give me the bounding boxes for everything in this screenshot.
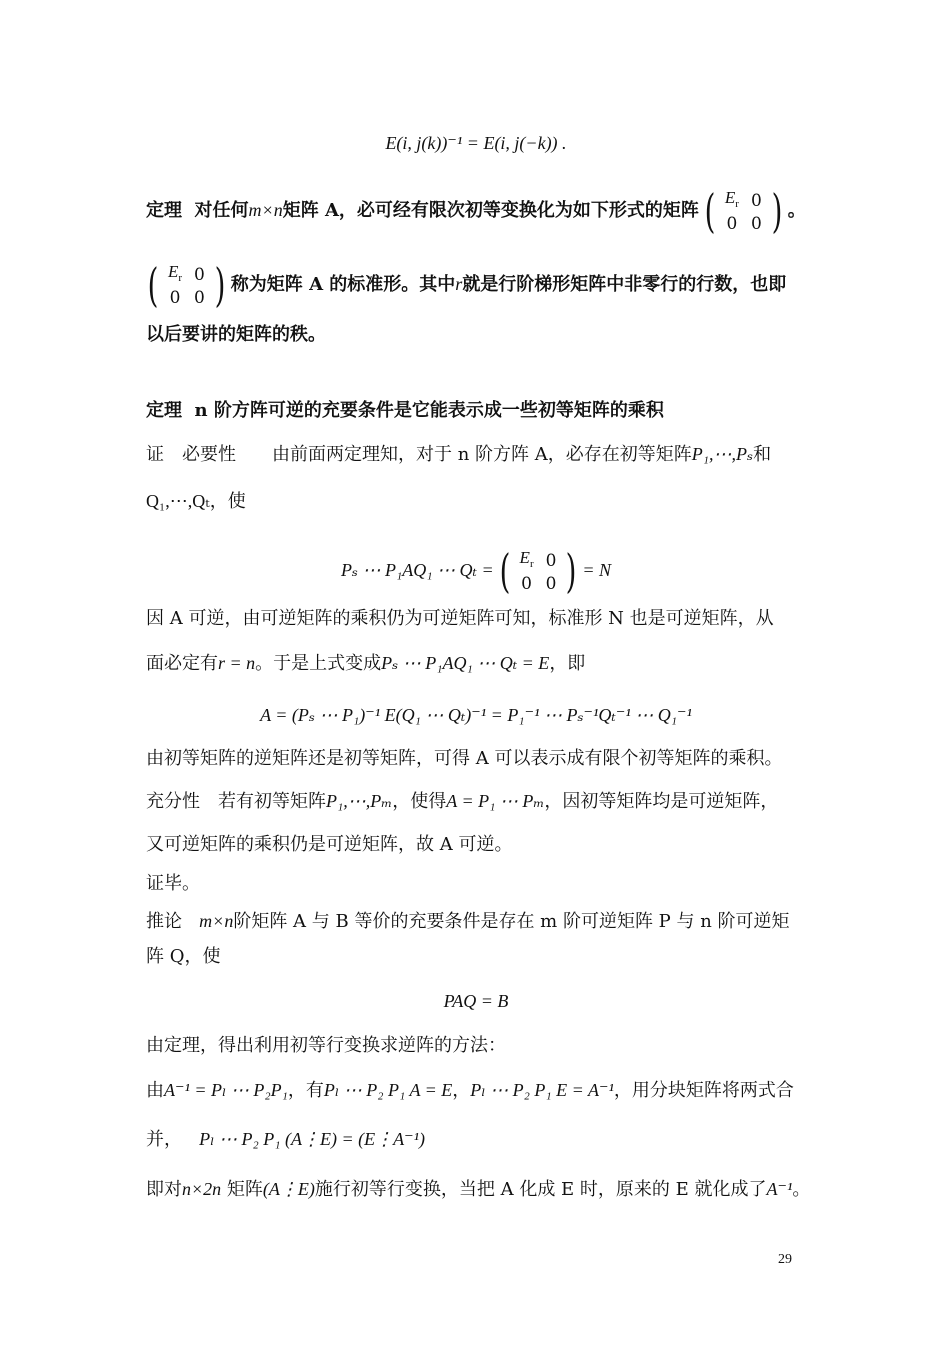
theorem-standard-form: 定理 对任何m×n矩阵 A，必可经有限次初等变换化为如下形式的矩阵 ( $E_r$ 0 0 0 ) 。 [146, 184, 806, 238]
corollary-line-2: 阵 Q，使 [146, 946, 221, 967]
method-line-1: 由定理，得出利用初等行变换求逆阵的方法： [146, 1035, 506, 1056]
method-line-4: 即对n×2n 矩阵(A⋮E)施行初等行变换，当把 A 化成 E 时，原来的 E 就化成了A⁻¹。 [146, 1179, 811, 1200]
theorem-label: 定理 [146, 200, 182, 221]
proof-line-1: 证 必要性 由前面两定理知，对于 n 阶方阵 A，必存在初等矩阵P₁,⋯,Pₛ和 [146, 444, 772, 465]
theorem-text: 矩阵 A，必可经有限次初等变换化为如下形式的矩阵 [282, 200, 699, 221]
proof-line-7: 又可逆矩阵的乘积仍是可逆矩阵，故 A 可逆。 [146, 834, 513, 855]
standard-form-matrix: ( $E_r$ 0 0 0 ) [704, 184, 783, 238]
theorem-invertible [146, 398, 810, 424]
proof-line-6: 充分性 若有初等矩阵P₁,⋯,Pₘ，使得A = P₁ ⋯ Pₘ，因初等矩阵均是可逆矩阵， [146, 791, 779, 812]
theorem-text: 对任何 [194, 200, 249, 221]
standard-form-description: ( $E_r$ 0 0 0 ) 称为矩阵 A 的标准形。其中r就是行阶梯形矩阵中非零行的行数，也即 [142, 262, 806, 308]
proof-line-2: Q₁,⋯,Qₜ，使 [146, 491, 246, 512]
method-line-3: 并， Pₗ ⋯ P₂ P₁ (A⋮E) = (E⋮A⁻¹) [146, 1129, 426, 1150]
theorem-text: n 阶方阵可逆的充要条件是它能表示成一些初等矩阵的乘积 [194, 400, 664, 421]
corollary-line-1: 推论 m×n阶矩阵 A 与 B 等价的充要条件是存在 m 阶可逆矩阵 P 与 n 阶可逆矩 [146, 911, 790, 932]
standard-form-line2: 以后要讲的矩阵的秩。 [146, 324, 326, 345]
method-line-2: 由A⁻¹ = Pₗ ⋯ P₂P₁，有Pₗ ⋯ P₂ P₁ A = E，Pₗ ⋯ P₂ P₁ E = A⁻¹，用分块矩阵将两式合 [146, 1080, 794, 1101]
equation-matrix: ( $E_r$ 0 0 0 ) [499, 544, 577, 598]
corollary-equation: PAQ = B [443, 991, 509, 1011]
standard-form-matrix-2: ( $E_r$ 0 0 0 ) [147, 258, 226, 312]
math-mn: m×n [248, 200, 283, 220]
formula-inverse-elementary: E(i, j(k))⁻¹ = E(i, j(−k)) . [385, 133, 567, 153]
theorem-label: 定理 [146, 400, 182, 421]
proof-equation-2: A = (Pₛ ⋯ P₁)⁻¹ E(Q₁ ⋯ Qₜ)⁻¹ = P₁⁻¹ ⋯ Pₛ⁻¹Qₜ⁻¹ ⋯ Q₁⁻¹ [260, 705, 692, 725]
proof-line-3: 因 A 可逆，由可逆矩阵的乘积仍为可逆矩阵可知，标准形 N 也是可逆矩阵，从 [146, 608, 774, 629]
proof-equation-1: Pₛ ⋯ P₁AQ₁ ⋯ Qₜ = ( $E_r$ 0 0 0 ) = N [340, 544, 612, 598]
proof-line-5: 由初等矩阵的逆矩阵还是初等矩阵，可得 A 可以表示成有限个初等矩阵的乘积。 [146, 748, 783, 769]
page-number: 29 [778, 1252, 792, 1267]
proof-line-4: 面必定有r = n。于是上式变成Pₛ ⋯ P₁AQ₁ ⋯ Qₜ = E，即 [146, 653, 586, 674]
proof-end: 证毕。 [146, 873, 200, 894]
